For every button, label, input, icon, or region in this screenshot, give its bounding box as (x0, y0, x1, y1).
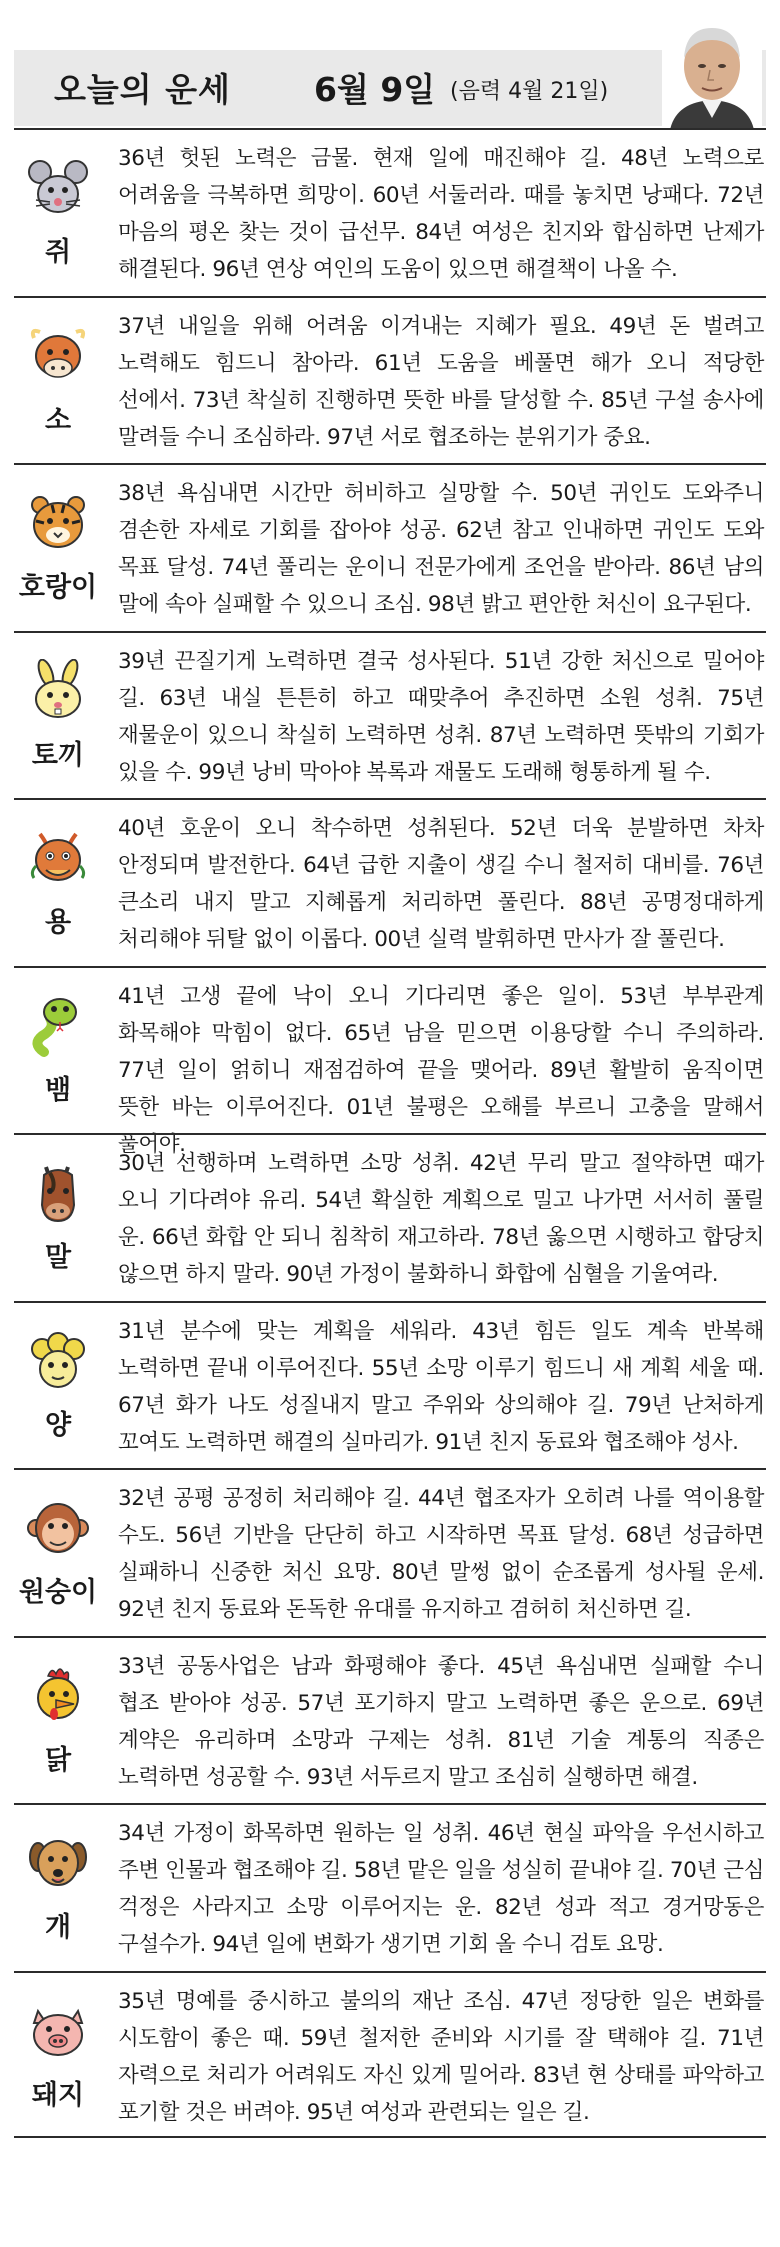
fortune-text: 41년 고생 끝에 낙이 오니 기다리면 좋은 일이. 53년 부부관계 화목해야 막힘이 없다. 65년 남을 믿으면 이용당할 수니 주의하라. 77년 일이 얽히니 재점검하여 끝을 맺어라. 89년 활발히 움직이면 뜻한 바는 이루어진다. 01년 불평은 오해를 부르니 고충을 말해서 풀어야. (118, 983, 764, 1157)
rooster-icon (26, 1664, 90, 1728)
list-item (14, 1803, 766, 1971)
list-item (14, 1468, 766, 1636)
rat-icon (26, 156, 90, 220)
zodiac-name: 돼지 (31, 2079, 85, 2111)
monkey-icon (26, 1496, 90, 1560)
fortune-text: 37년 내일을 위해 어려움 이겨내는 지혜가 필요. 49년 돈 벌려고 노력해도 힘드니 참아라. 61년 도움을 베풀면 해가 오니 적당한 선에서. 73년 착실히 진행하면 뜻한 바를 달성할 수. 85년 구설 송사에 말려들 수니 조심하라. 97년 서로 협조하는 분위기가 중요. (118, 313, 764, 450)
zodiac-name: 호랑이 (18, 572, 98, 603)
fortune-text: 30년 선행하며 노력하면 소망 성취. 42년 무리 말고 절약하면 때가 오니 기다려야 유리. 54년 확실한 계획으로 밀고 나가면 서서히 풀릴 운. 66년 화합 안 되니 침착히 재고하라. 78년 옳으면 시행하고 합당치 않으면 하지 말라. 90년 가정이 불화하니 화합에 심혈을 기울여라. (118, 1151, 764, 1287)
zodiac-list (14, 128, 766, 2138)
list-item (14, 1133, 766, 1301)
zodiac-name: 쥐 (44, 237, 72, 268)
list-item (14, 631, 766, 799)
list-item (14, 296, 766, 464)
list-item (14, 463, 766, 631)
fortune-text: 39년 끈질기게 노력하면 결국 성사된다. 51년 강한 처신으로 밀어야 길. 63년 내실 튼튼히 하고 때맞추어 추진하면 소원 성취. 75년 재물운이 있으니 착실히 노력하면 성취. 87년 노력하면 뜻밖의 기회가 있을 수. 99년 낭비 막아야 복록과 재물도 도래해 형통하게 될 수. (118, 648, 764, 785)
dragon-icon (26, 826, 90, 890)
zodiac-name: 용 (44, 907, 72, 938)
snake-icon (26, 994, 90, 1058)
date-label: 6월 9일 (314, 70, 436, 109)
fortune-header (14, 50, 766, 126)
list-item (14, 966, 766, 1157)
horse-icon (26, 1161, 90, 1225)
sheep-icon (26, 1329, 90, 1393)
fortune-text: 34년 가정이 화목하면 원하는 일 성취. 46년 현실 파악을 우선시하고 주변 인물과 협조해야 길. 58년 맡은 일을 성실히 끝내야 길. 70년 근심 걱정은 사라지고 소망 이루어지는 운. 82년 성과 적고 경거망동은 구설수가. 94년 일에 변화가 생기면 기회 올 수니 검토 요망. (118, 1821, 764, 1957)
fortune-text: 31년 분수에 맞는 계획을 세워라. 43년 힘든 일도 계속 반복해 노력하면 끝내 이루어진다. 55년 소망 이루기 힘드니 새 계획 세울 때. 67년 화가 나도 성질내지 말고 주위와 상의해야 길. 79년 난처하게 꼬여도 노력하면 해결의 실마리가. 91년 친지 동료와 협조해야 성사. (118, 1318, 764, 1455)
lunar-date-label: (음력 4월 21일) (450, 79, 609, 104)
fortune-text: 33년 공동사업은 남과 화평해야 좋다. 45년 욕심내면 실패할 수니 협조 받아야 성공. 57년 포기하지 말고 노력하면 좋은 운으로. 69년 계약은 유리하며 소망과 구제는 성취. 81년 기술 계통의 직종은 노력하면 성공할 수. 93년 서두르지 말고 조심히 실행하면 해결. (118, 1653, 764, 1790)
zodiac-name: 소 (44, 404, 72, 436)
pig-icon (26, 1999, 90, 2063)
zodiac-name: 뱀 (44, 1074, 72, 1106)
zodiac-name: 토끼 (31, 739, 85, 771)
zodiac-name: 양 (44, 1409, 72, 1441)
fortune-text: 35년 명예를 중시하고 불의의 재난 조심. 47년 정당한 일은 변화를 시도함이 좋은 때. 59년 철저한 준비와 시기를 잘 택해야 길. 71년 자력으로 처리가 어려워도 자신 있게 밀어라. 83년 현 상태를 파악하고 포기할 것은 버려야. 95년 여성과 관련되는 일은 길. (118, 1988, 764, 2125)
author-portrait (662, 14, 762, 130)
fortune-text: 40년 호운이 오니 착수하면 성취된다. 52년 더욱 분발하면 차차 안정되며 발전한다. 64년 급한 지출이 생길 수니 철저히 대비를. 76년 큰소리 내지 말고 지혜롭게 처리하면 풀린다. 88년 공명정대하게 처리해야 뒤탈 없이 이롭다. 00년 실력 발휘하면 만사가 잘 풀린다. (118, 816, 764, 952)
zodiac-name: 말 (44, 1242, 72, 1273)
dog-icon (26, 1831, 90, 1895)
fortune-text: 38년 욕심내면 시간만 허비하고 실망할 수. 50년 귀인도 도와주니 겸손한 자세로 기회를 잡아야 성공. 62년 참고 인내하면 귀인도 도와 목표 달성. 74년 풀리는 운이니 전문가에게 조언을 받아라. 86년 남의 말에 속아 실패할 수 있으니 조심. 98년 밝고 편안한 처신이 요구된다. (118, 481, 764, 617)
list-item (14, 798, 766, 966)
list-item (14, 128, 766, 296)
ox-icon (26, 324, 90, 388)
zodiac-name: 닭 (44, 1744, 72, 1776)
fortune-text: 32년 공평 공정히 처리해야 길. 44년 협조자가 오히려 나를 역이용할 수도. 56년 기반을 단단히 하고 시작하면 목표 달성. 68년 성급하면 실패하니 신중한 처신 요망. 80년 말썽 없이 순조롭게 성사될 운세. 92년 친지 동료와 돈독한 유대를 유지하고 겸허히 처신하면 길. (118, 1486, 764, 1622)
tiger-icon (26, 491, 90, 555)
zodiac-name: 개 (44, 1912, 72, 1943)
zodiac-name: 원숭이 (18, 1577, 98, 1608)
rabbit-icon (26, 659, 90, 723)
fortune-text: 36년 헛된 노력은 금물. 현재 일에 매진해야 길. 48년 노력으로 어려움을 극복하면 희망이. 60년 서둘러라. 때를 놓치면 낭패다. 72년 마음의 평온 찾는 것이 급선무. 84년 여성은 친지와 합심하면 난제가 해결된다. 96년 연상 여인의 도움이 있으면 해결책이 나올 수. (118, 146, 764, 282)
list-item (14, 1301, 766, 1469)
page-title: 오늘의 운세 (54, 70, 231, 109)
list-item (14, 1636, 766, 1804)
list-item (14, 1971, 766, 2139)
